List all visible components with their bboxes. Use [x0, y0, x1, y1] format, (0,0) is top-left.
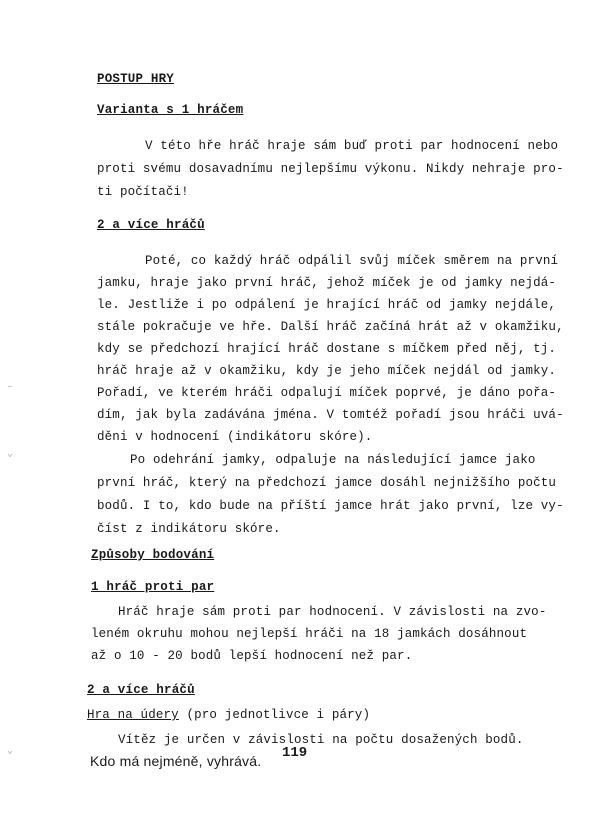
paragraph-line: leném okruhu mohou nejlepší hráči na 18 jamkách dosáhnout — [91, 627, 528, 641]
paragraph-line: Vítěz je určen v závislosti na počtu dosažených bodů. — [118, 733, 524, 747]
heading-postup-hry: POSTUP HRY — [97, 72, 175, 86]
scan-mark: ⌄ — [7, 746, 14, 757]
heading-2-a-vice: 2 a více hráčů — [97, 218, 205, 232]
hra-na-udery-heading: Hra na údery — [87, 708, 179, 722]
scan-mark: – — [7, 382, 14, 393]
hra-na-udery-suffix: (pro jednotlivce i páry) — [178, 708, 371, 722]
hra-na-udery-line — [87, 708, 370, 722]
paragraph-line: až o 10 - 20 bodů lepší hodnocení než par. — [91, 649, 413, 663]
paragraph-line: Kdo má nejméně, vyhrává. — [90, 753, 262, 769]
scan-mark: ⌄ — [7, 449, 14, 460]
paragraph-line: kdy se předchozí hrající hráč dostane s míčkem před něj, tj. — [97, 342, 557, 356]
page-number: 119 — [282, 745, 308, 761]
paragraph-line: le. Jestliže i po odpálení je hrající hráč od jamky nejdále, — [97, 298, 557, 312]
paragraph-line: první hráč, který na předchozí jamce dosáhl nejnižšího počtu — [97, 476, 557, 490]
paragraph-line: jamku, hraje jako první hráč, jehož míček je od jamky nejdá- — [97, 276, 557, 290]
paragraph-line: proti svému dosavadnímu nejlepšímu výkonu. Nikdy nehraje pro- — [97, 162, 564, 176]
heading-varianta: Varianta s 1 hráčem — [97, 103, 244, 117]
paragraph-line: bodů. I to, kdo bude na příští jamce hrát jako první, lze vy- — [97, 499, 564, 513]
paragraph-line: děni v hodnocení (indikátoru skóre). — [97, 430, 373, 444]
paragraph-line: ti počítači! — [97, 185, 189, 199]
paragraph-line: dím, jak byla zadávána jména. V tomtéž pořadí jsou hráči uvá- — [97, 408, 564, 422]
heading-2-a-vice-b: 2 a více hráčů — [87, 683, 195, 697]
paragraph-line: V této hře hráč hraje sám buď proti par hodnocení nebo — [145, 139, 559, 153]
paragraph-line: hráč hraje až v okamžiku, kdy je jeho míček nejdál od jamky. — [97, 364, 557, 378]
paragraph-line: Po odehrání jamky, odpaluje na následující jamce jako — [130, 453, 536, 467]
paragraph-line: Pořadí, ve kterém hráči odpalují míček poprvé, je dáno pořa- — [97, 386, 557, 400]
heading-1-hrac: 1 hráč proti par — [91, 580, 215, 594]
paragraph-line: Hráč hraje sám proti par hodnocení. V závislosti na zvo- — [118, 605, 547, 619]
heading-zpusoby: Způsoby bodování — [91, 548, 215, 562]
paragraph-line: stále pokračuje ve hře. Další hráč začíná hrát až v okamžiku, — [97, 320, 564, 334]
paragraph-line: číst z indikátoru skóre. — [97, 522, 281, 536]
paragraph-line: Poté, co každý hráč odpálil svůj míček směrem na první — [145, 254, 559, 268]
